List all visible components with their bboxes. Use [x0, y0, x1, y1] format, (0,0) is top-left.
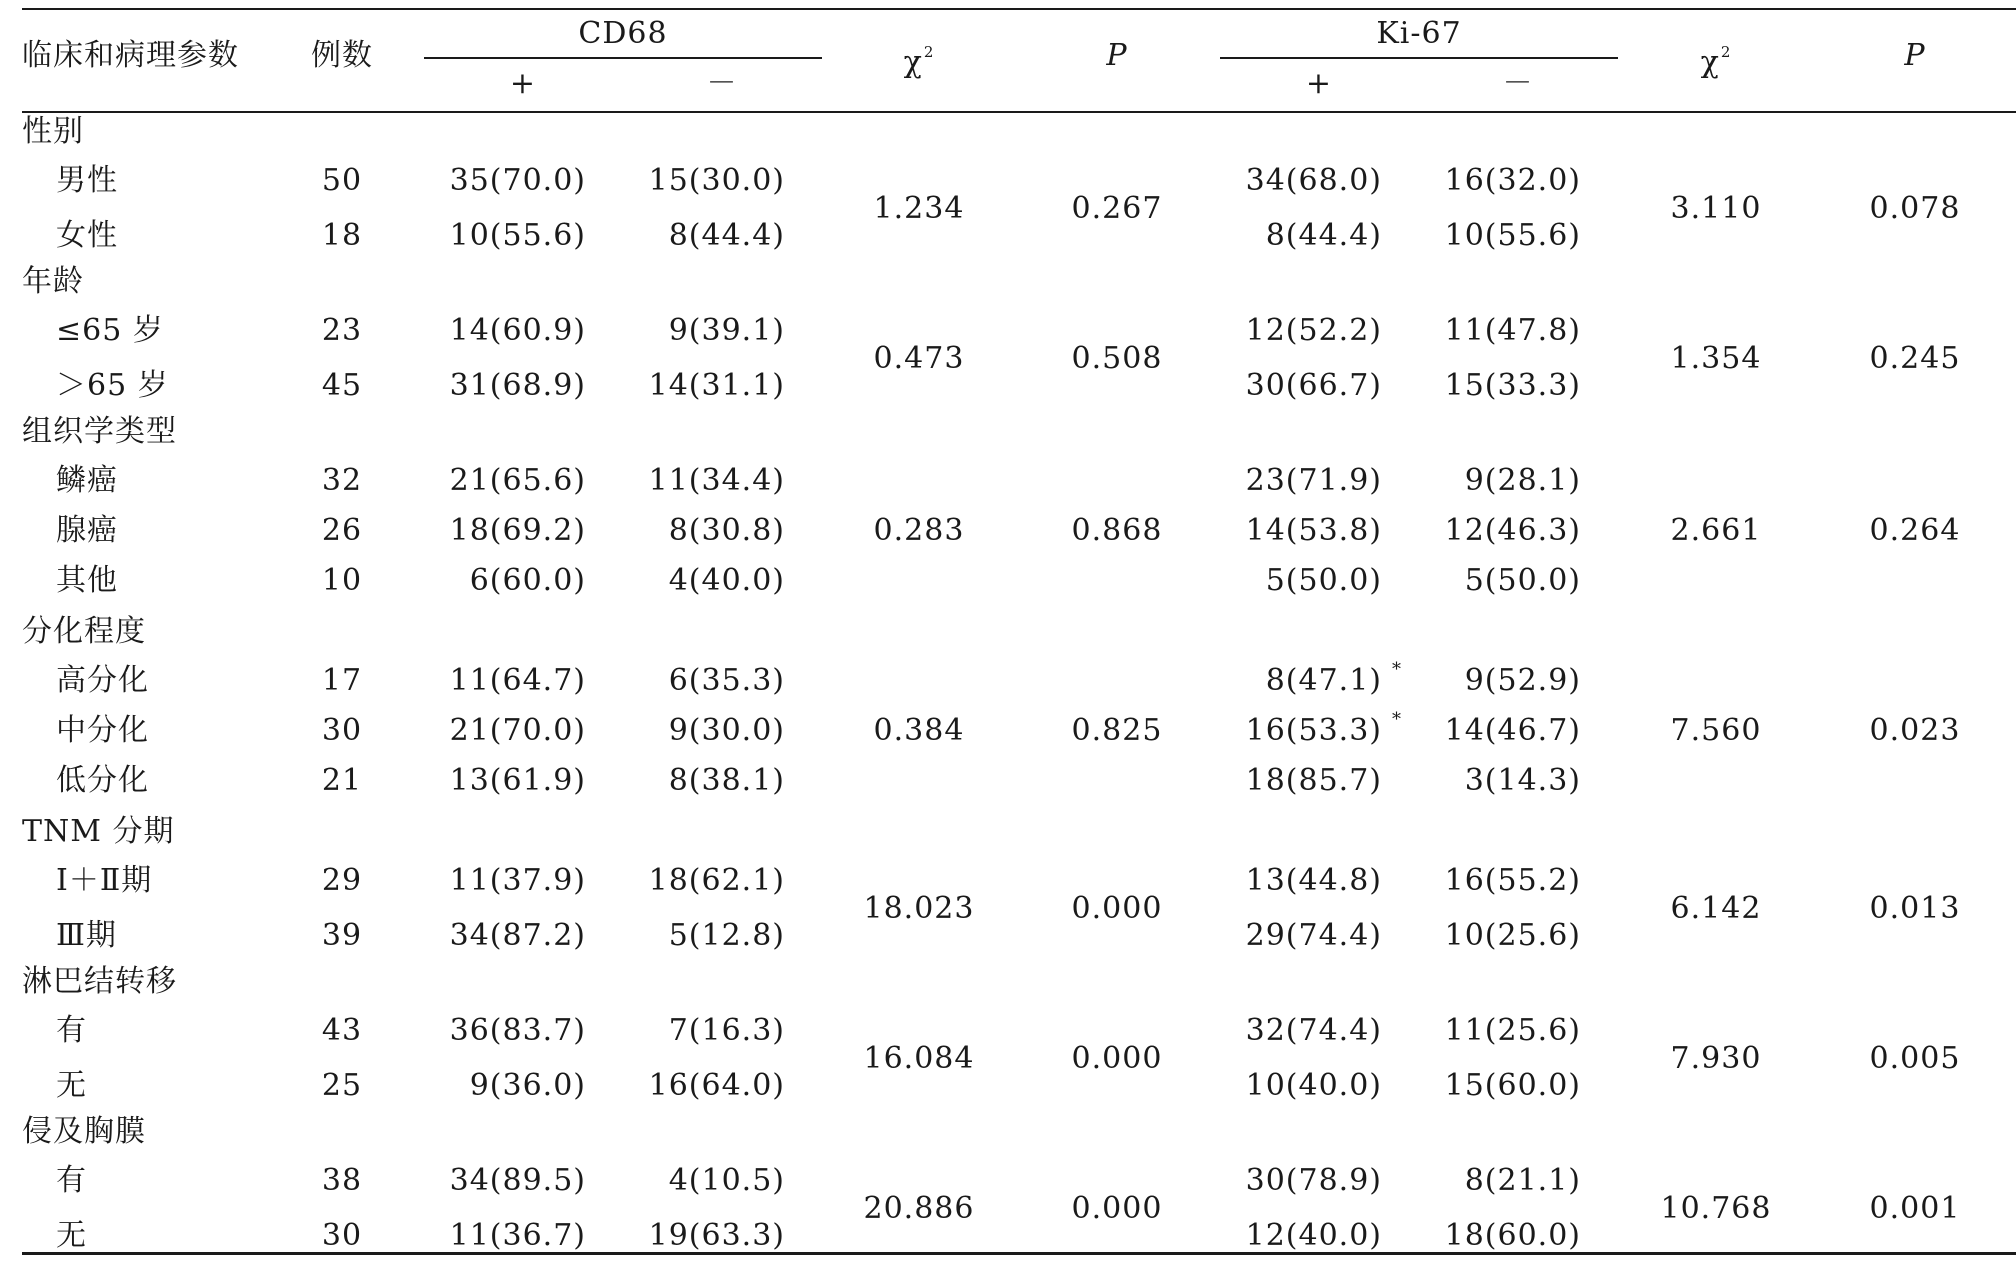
- header-cd68-minus: －: [706, 66, 738, 101]
- ki67-p-value: 0.078: [1869, 190, 1961, 226]
- cd68-negative-cell: 8(30.8): [668, 513, 785, 548]
- cd68-chi2-value: 0.384: [873, 713, 965, 748]
- row-count: 17: [321, 663, 363, 698]
- row-count: 45: [321, 368, 363, 403]
- cd68-negative-cell: 4(40.0): [668, 563, 785, 598]
- cd68-positive-cell: 21(65.6): [449, 463, 586, 498]
- ki67-negative-cell: 16(32.0): [1444, 163, 1581, 198]
- ki67-p-value: 0.264: [1869, 513, 1961, 548]
- cd68-positive-cell: 9(36.0): [469, 1068, 586, 1103]
- ki67-negative-cell: 11(25.6): [1444, 1013, 1581, 1048]
- cd68-spanner-rule: [424, 57, 822, 59]
- group-heading: 分化程度: [22, 614, 146, 649]
- row-count: 43: [321, 1013, 363, 1048]
- header-ki67-minus: －: [1502, 66, 1534, 101]
- row-label: 无: [56, 1068, 87, 1103]
- ki67-negative-cell: 10(25.6): [1444, 918, 1581, 953]
- row-label: 有: [56, 1013, 87, 1048]
- cd68-p-value: 0.508: [1071, 340, 1163, 376]
- ki67-positive-cell: 23(71.9): [1245, 463, 1382, 498]
- ki67-p-value: 0.023: [1869, 713, 1961, 748]
- row-label: 高分化: [56, 663, 149, 698]
- ki67-p-value: 0.013: [1869, 890, 1961, 926]
- table-top-rule: [22, 8, 2016, 10]
- header-ki67-p: P: [1904, 38, 1926, 73]
- ki67-p-value: 0.245: [1869, 340, 1961, 376]
- group-heading: 性别: [22, 114, 84, 149]
- cd68-negative-cell: 7(16.3): [668, 1013, 785, 1048]
- group-heading: 淋巴结转移: [22, 964, 177, 999]
- cd68-positive-cell: 34(87.2): [449, 918, 586, 953]
- ki67-positive-cell: 5(50.0): [1265, 563, 1382, 598]
- row-count: 32: [321, 463, 363, 498]
- significance-marker: *: [1392, 659, 1401, 680]
- row-label: 无: [56, 1218, 87, 1253]
- cd68-negative-cell: 6(35.3): [668, 663, 785, 698]
- cd68-positive-cell: 11(64.7): [449, 663, 586, 698]
- ki67-positive-cell: 18(85.7): [1245, 763, 1382, 798]
- ki67-chi2-value: 10.768: [1660, 1190, 1772, 1226]
- cd68-positive-cell: 14(60.9): [449, 313, 586, 348]
- ki67-negative-cell: 14(46.7): [1444, 713, 1581, 748]
- group-heading: TNM 分期: [22, 814, 175, 849]
- cd68-negative-cell: 18(62.1): [648, 863, 785, 898]
- cd68-positive-cell: 35(70.0): [449, 163, 586, 198]
- row-label: 有: [56, 1163, 87, 1198]
- cd68-chi2-value: 1.234: [873, 190, 965, 226]
- ki67-positive-cell: 30(66.7): [1245, 368, 1382, 403]
- cd68-p-value: 0.000: [1071, 890, 1163, 926]
- cd68-negative-cell: 19(63.3): [648, 1218, 785, 1253]
- group-heading: 年龄: [22, 264, 84, 299]
- row-count: 26: [321, 513, 363, 548]
- ki67-positive-cell: 34(68.0): [1245, 163, 1382, 198]
- header-ki67: Ki-67: [1376, 16, 1462, 51]
- cd68-positive-cell: 21(70.0): [449, 713, 586, 748]
- header-cd68-chi2: $\chi^2$: [903, 43, 935, 80]
- row-label: Ⅲ期: [56, 918, 117, 953]
- row-count: 50: [321, 163, 363, 198]
- ki67-positive-cell: 12(52.2): [1245, 313, 1382, 348]
- row-label: Ⅰ＋Ⅱ期: [56, 863, 153, 898]
- ki67-positive-cell: 16(53.3): [1245, 713, 1382, 748]
- row-label: ≤65 岁: [56, 313, 164, 348]
- cd68-positive-cell: 6(60.0): [469, 563, 586, 598]
- cd68-negative-cell: 8(44.4): [668, 218, 785, 253]
- ki67-p-value: 0.005: [1869, 1040, 1961, 1076]
- ki67-positive-cell: 10(40.0): [1245, 1068, 1382, 1103]
- row-count: 10: [321, 563, 363, 598]
- ki67-chi2-value: 6.142: [1670, 890, 1762, 926]
- ki67-spanner-rule: [1220, 57, 1618, 59]
- ki67-positive-cell: 14(53.8): [1245, 513, 1382, 548]
- cd68-chi2-value: 20.886: [863, 1190, 975, 1226]
- ki67-positive-cell: 8(44.4): [1265, 218, 1382, 253]
- ki67-negative-cell: 5(50.0): [1464, 563, 1581, 598]
- row-count: 39: [321, 918, 363, 953]
- row-label: 鳞癌: [56, 463, 118, 498]
- header-ki67-plus: +: [1305, 66, 1333, 101]
- row-label: ＞65 岁: [56, 368, 169, 403]
- cd68-p-value: 0.267: [1071, 190, 1163, 226]
- header-cd68-plus: +: [509, 66, 537, 101]
- cd68-negative-cell: 15(30.0): [648, 163, 785, 198]
- group-heading: 组织学类型: [22, 414, 177, 449]
- cd68-p-value: 0.825: [1071, 713, 1163, 748]
- cd68-negative-cell: 14(31.1): [648, 368, 785, 403]
- row-count: 30: [321, 1218, 363, 1253]
- cd68-negative-cell: 9(30.0): [668, 713, 785, 748]
- row-count: 29: [321, 863, 363, 898]
- row-count: 18: [321, 218, 363, 253]
- ki67-negative-cell: 9(28.1): [1464, 463, 1581, 498]
- ki67-negative-cell: 15(33.3): [1444, 368, 1581, 403]
- row-label: 腺癌: [56, 513, 118, 548]
- ki67-chi2-value: 3.110: [1670, 190, 1762, 226]
- ki67-negative-cell: 8(21.1): [1464, 1163, 1581, 1198]
- ki67-positive-cell: 29(74.4): [1245, 918, 1382, 953]
- cd68-chi2-value: 18.023: [863, 890, 975, 926]
- cd68-positive-cell: 11(37.9): [449, 863, 586, 898]
- ki67-chi2-value: 1.354: [1670, 340, 1762, 376]
- cd68-p-value: 0.868: [1071, 513, 1163, 548]
- group-heading: 侵及胸膜: [22, 1114, 146, 1149]
- cd68-positive-cell: 18(69.2): [449, 513, 586, 548]
- cd68-negative-cell: 9(39.1): [668, 313, 785, 348]
- cd68-chi2-value: 0.283: [873, 513, 965, 548]
- ki67-positive-cell: 32(74.4): [1245, 1013, 1382, 1048]
- cd68-negative-cell: 5(12.8): [668, 918, 785, 953]
- row-count: 30: [321, 713, 363, 748]
- header-ki67-chi2: $\chi^2$: [1700, 43, 1732, 80]
- cd68-p-value: 0.000: [1071, 1190, 1163, 1226]
- ki67-negative-cell: 3(14.3): [1464, 763, 1581, 798]
- ki67-positive-cell: 12(40.0): [1245, 1218, 1382, 1253]
- ki67-negative-cell: 12(46.3): [1444, 513, 1581, 548]
- ki67-p-value: 0.001: [1869, 1190, 1961, 1226]
- row-label: 男性: [56, 163, 118, 198]
- cd68-chi2-value: 16.084: [863, 1040, 975, 1076]
- ki67-negative-cell: 18(60.0): [1444, 1218, 1581, 1253]
- table-header-rule: [22, 111, 2016, 113]
- row-count: 38: [321, 1163, 363, 1198]
- header-cd68: CD68: [578, 16, 668, 51]
- ki67-chi2-value: 2.661: [1670, 513, 1762, 548]
- ki67-positive-cell: 30(78.9): [1245, 1163, 1382, 1198]
- cd68-positive-cell: 31(68.9): [449, 368, 586, 403]
- ki67-chi2-value: 7.560: [1670, 713, 1762, 748]
- cd68-positive-cell: 13(61.9): [449, 763, 586, 798]
- header-cd68-p: P: [1106, 38, 1128, 73]
- row-label: 中分化: [56, 713, 149, 748]
- cd68-p-value: 0.000: [1071, 1040, 1163, 1076]
- cd68-negative-cell: 11(34.4): [648, 463, 785, 498]
- row-label: 低分化: [56, 763, 149, 798]
- header-param: 临床和病理参数: [22, 38, 239, 73]
- cd68-positive-cell: 36(83.7): [449, 1013, 586, 1048]
- ki67-positive-cell: 13(44.8): [1245, 863, 1382, 898]
- cd68-negative-cell: 16(64.0): [648, 1068, 785, 1103]
- row-count: 25: [321, 1068, 363, 1103]
- cd68-negative-cell: 8(38.1): [668, 763, 785, 798]
- cd68-positive-cell: 10(55.6): [449, 218, 586, 253]
- row-label: 其他: [56, 563, 118, 598]
- cd68-positive-cell: 34(89.5): [449, 1163, 586, 1198]
- ki67-negative-cell: 15(60.0): [1444, 1068, 1581, 1103]
- cd68-positive-cell: 11(36.7): [449, 1218, 586, 1253]
- ki67-negative-cell: 11(47.8): [1444, 313, 1581, 348]
- cd68-negative-cell: 4(10.5): [668, 1163, 785, 1198]
- ki67-positive-cell: 8(47.1): [1265, 663, 1382, 698]
- row-count: 21: [321, 763, 363, 798]
- ki67-chi2-value: 7.930: [1670, 1040, 1762, 1076]
- ki67-negative-cell: 16(55.2): [1444, 863, 1581, 898]
- ki67-negative-cell: 10(55.6): [1444, 218, 1581, 253]
- row-count: 23: [321, 313, 363, 348]
- ki67-negative-cell: 9(52.9): [1464, 663, 1581, 698]
- cd68-chi2-value: 0.473: [873, 340, 965, 376]
- header-count: 例数: [311, 38, 373, 73]
- row-label: 女性: [56, 218, 118, 253]
- significance-marker: *: [1392, 709, 1401, 730]
